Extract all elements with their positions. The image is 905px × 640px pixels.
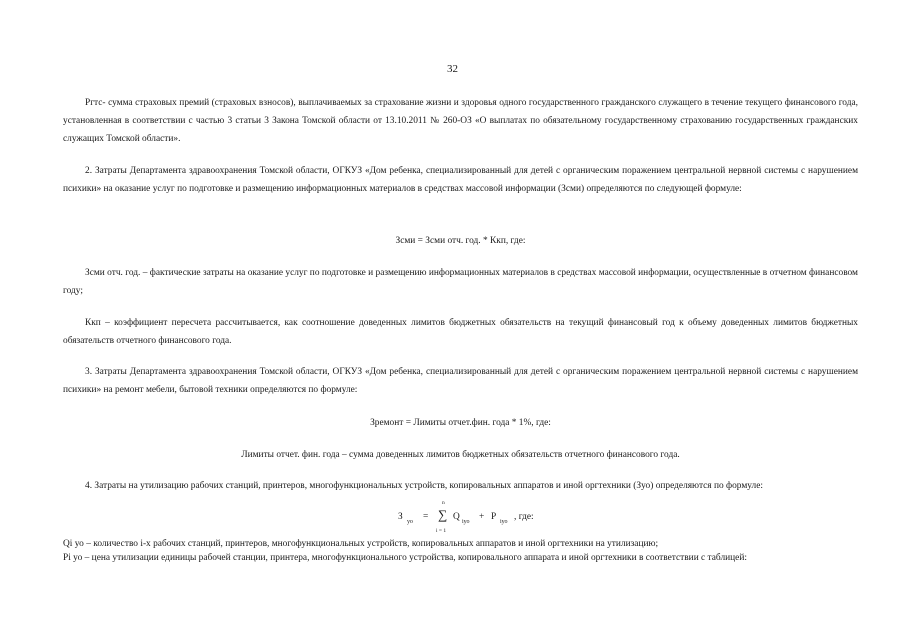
formula-equals: = <box>423 512 429 522</box>
formula-plus: + <box>479 512 485 522</box>
paragraph-disposal-costs: 4. Затраты на утилизацию рабочих станций, принтеров, многофункциональных устройств, копировальных аппаратов и иной оргтехники (Зуо) определяются по формуле: <box>85 481 763 491</box>
formula-lhs: З <box>398 512 403 522</box>
formula-p: P <box>491 512 497 522</box>
paragraph-coefficient-definition: Ккп – коэффициент пересчета рассчитывается, как соотношение доведенных лимитов бюджетных обязательств на текущий финансовый год к объему доведенных лимитов бюджетных обязательств отчетного финансового года. <box>63 318 858 346</box>
formula-media-costs: Зсми = Зсми отч. год. * Ккп, где: <box>395 236 526 246</box>
formula-lhs-subscript: уо <box>407 519 413 525</box>
formula-q-subscript: iуо <box>462 519 470 525</box>
formula-q: Q <box>453 512 460 522</box>
paragraph-media-costs: 2. Затраты Департамента здравоохранения Томской области, ОГКУЗ «Дом ребенка, специализированный для детей с органическим поражением центральной нервной системы с нарушением психики» на оказание услуг по подготовке и размещению информационных материалов в средствах массовой информации (Зсми) определяются по следующей формуле: <box>63 166 858 194</box>
sum-symbol: ∑ <box>438 507 448 522</box>
page-number: 32 <box>447 63 458 75</box>
definition-quantity: Qi уо – количество i-х рабочих станций, принтеров, многофункциональных устройств, копировальных аппаратов и иной оргтехники на утилизацию; <box>63 539 659 549</box>
formula-repair-costs: Зремонт = Лимиты отчет.фин. года * 1%, где: <box>370 418 551 428</box>
formula-p-subscript: iуо <box>500 519 508 525</box>
formula-disposal-costs <box>390 500 550 534</box>
formula-tail: , где: <box>514 512 534 522</box>
paragraph-insurance-premium: Ргтс- сумма страховых премий (страховых взносов), выплачиваемых за страхование жизни и здоровья одного государственного гражданского служащего в течение текущего финансового года, установленная в соответствии с частью 3 статьи 3 Закона Томской области от 13.10.2011 № 260-ОЗ «О выплатах по обязательному государственному страхованию государственных гражданских служащих Томской области». <box>63 98 858 144</box>
paragraph-actual-costs-definition: Зсми отч. год. – фактические затраты на оказание услуг по подготовке и размещению информационных материалов в средствах массовой информации, осуществленные в отчетном финансовом году; <box>63 268 858 296</box>
sum-upper-limit: n <box>442 500 445 506</box>
paragraph-repair-costs: 3. Затраты Департамента здравоохранения Томской области, ОГКУЗ «Дом ребенка, специализированный для детей с органическим поражением центральной нервной системы с нарушением психики» на ремонт мебели, бытовой техники определяются по формуле: <box>63 367 858 395</box>
definition-price: Pi уо – цена утилизации единицы рабочей станции, принтера, многофункционального устройства, копировального аппарата и иной оргтехники в соответствии с таблицей: <box>63 553 747 563</box>
sum-lower-limit: i = 1 <box>436 528 447 534</box>
paragraph-limits-definition: Лимиты отчет. фин. года – сумма доведенных лимитов бюджетных обязательств отчетного финансового года. <box>241 450 680 460</box>
